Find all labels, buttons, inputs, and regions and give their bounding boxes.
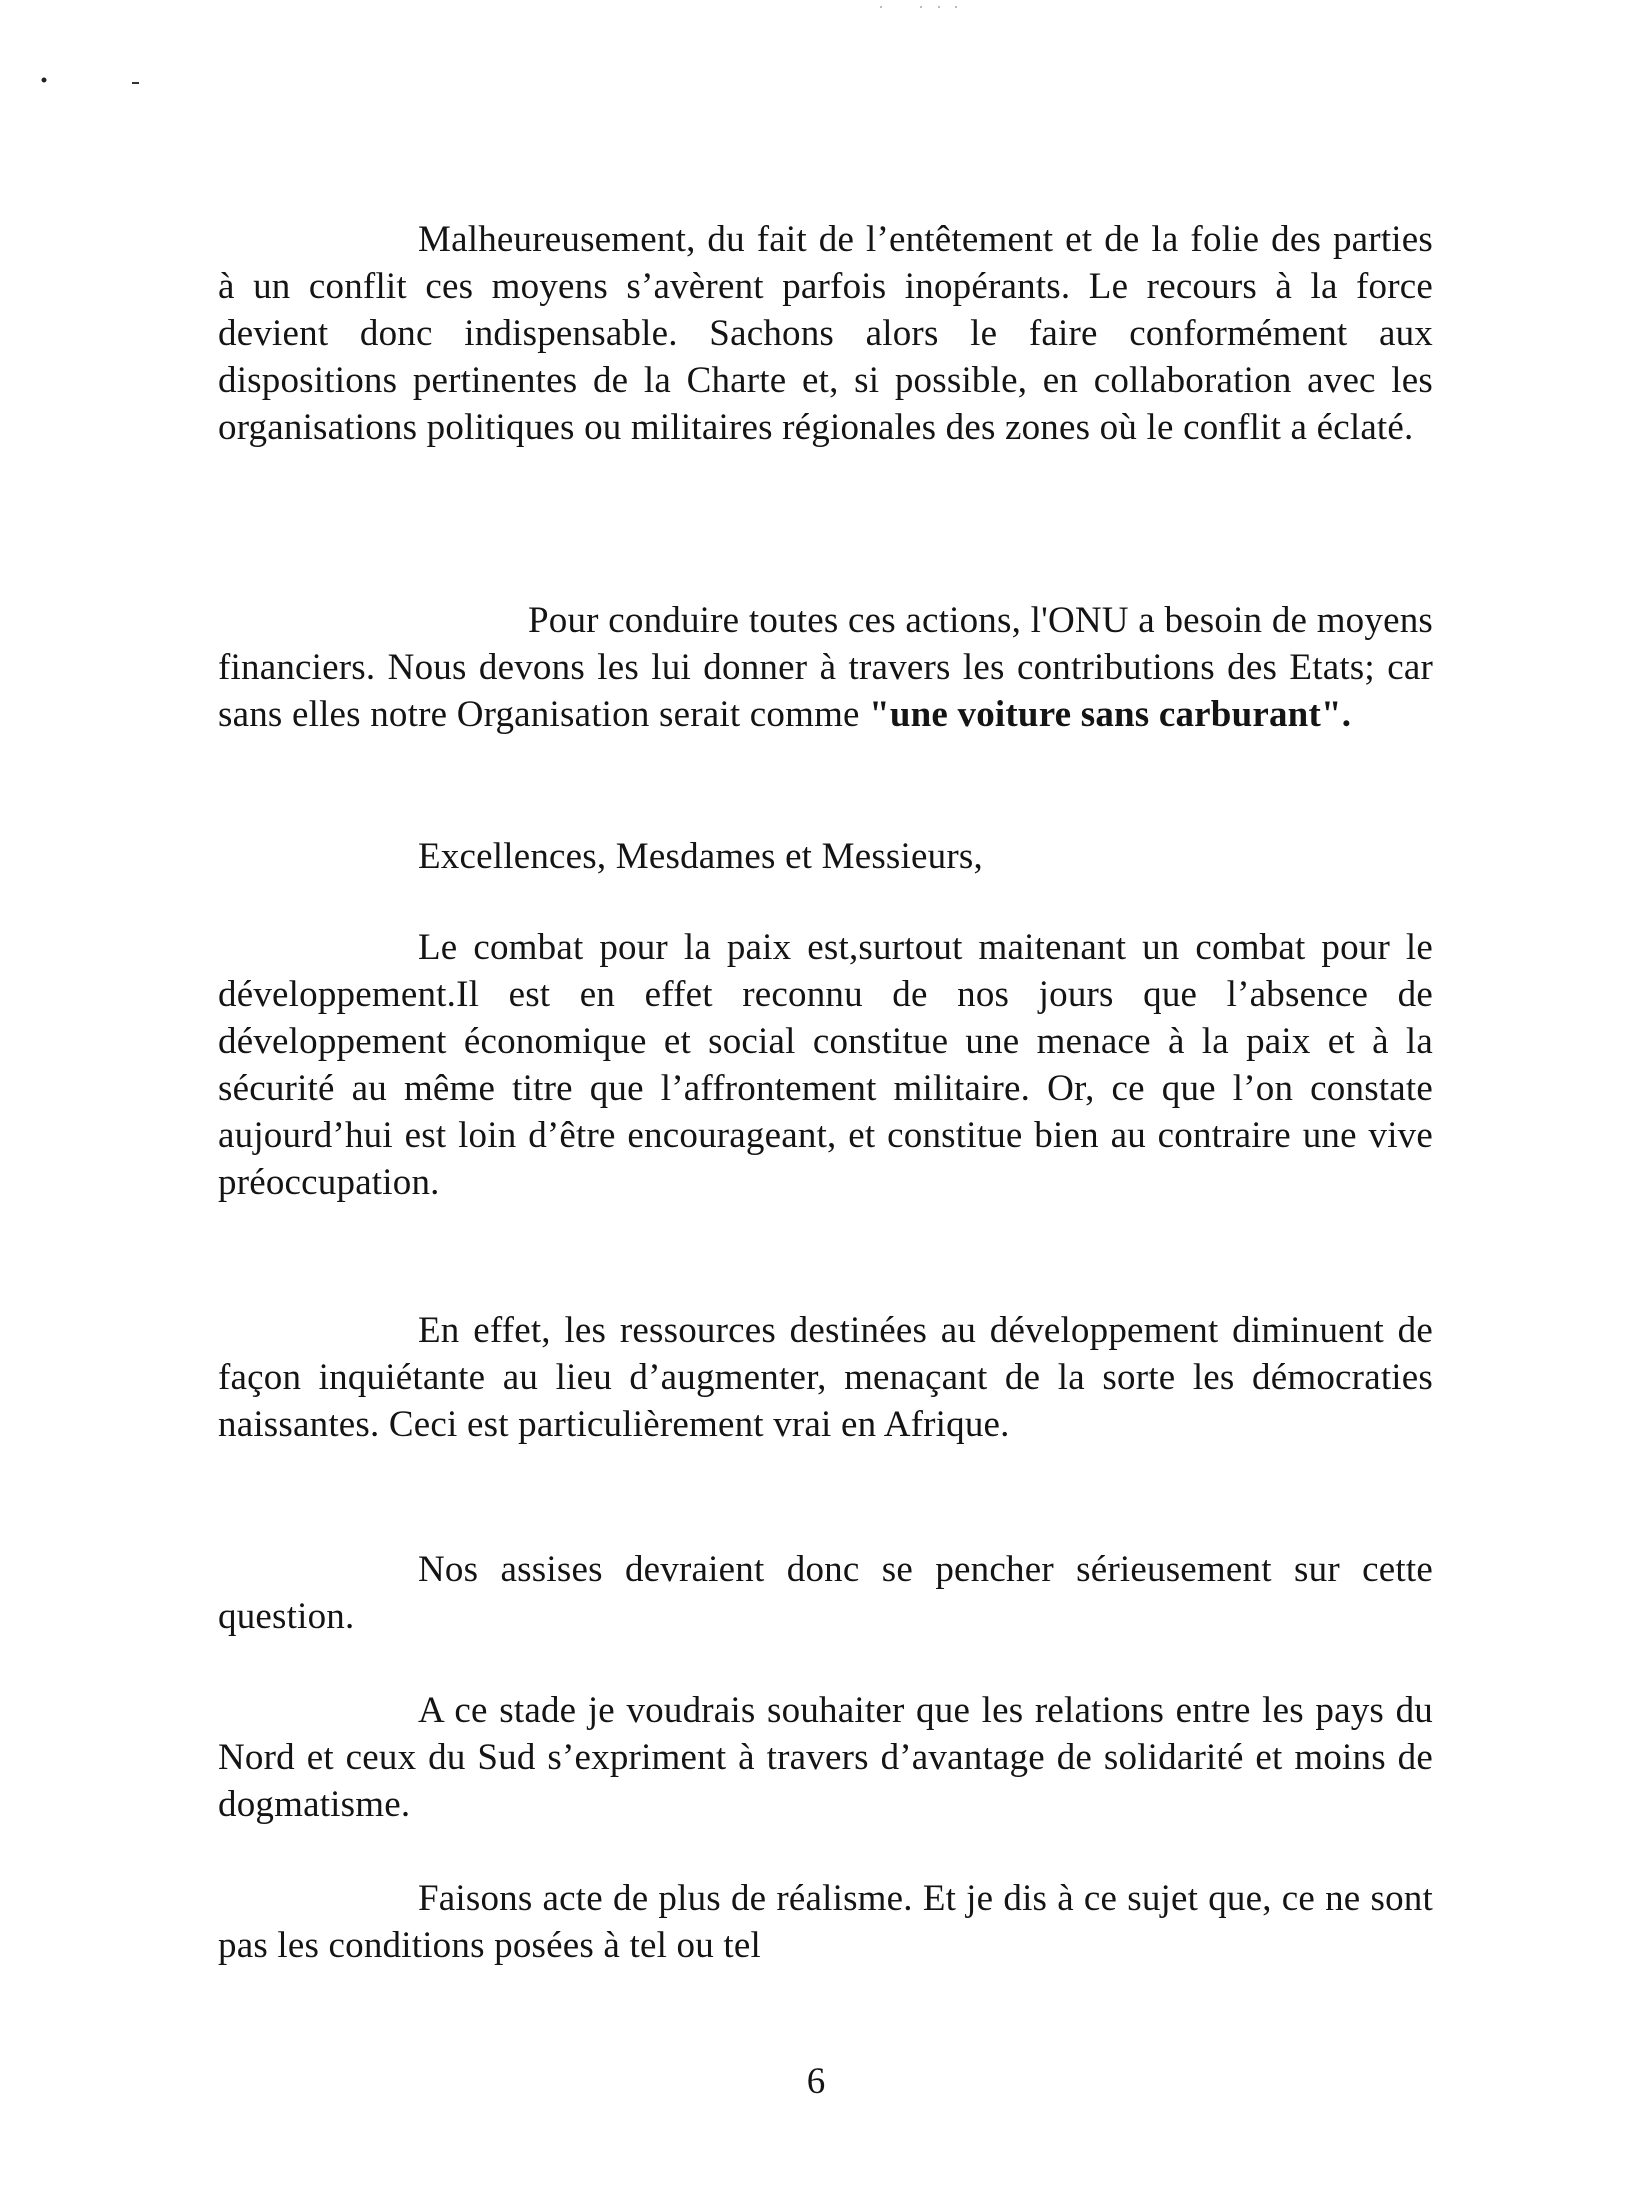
- paragraph-1: [218, 216, 1433, 451]
- paragraph-4-text: Le combat pour la paix est,surtout maitenant un combat pour le développement.Il est en effet reconnu de nos jours que l’absence de développement économique et social constitue une menace à la paix et à la sécurité au même titre que l’affrontement militaire. Or, ce que l’on constate aujourd’hui est loin d’être encourageant, et constitue bien au contraire une vive préoccupation.: [218, 927, 1433, 1203]
- paragraph-2-plain: Pour conduire toutes ces actions, l'ONU a besoin de moyens financiers. Nous devons les lui donner à travers les contributions des Etats; car sans elles notre Organisation serait comme: [218, 600, 1433, 735]
- paragraph-1-text: Malheureusement, du fait de l’entêtement et de la folie des parties à un conflit ces moyens s’avèrent parfois inopérants. Le recours à la force devient donc indispensable. Sachons alors le faire conformément aux dispositions pertinentes de la Charte et, si possible, en collaboration avec les organisations politiques ou militaires régionales des zones où le conflit a éclaté.: [218, 219, 1433, 448]
- paragraph-2-text: [218, 597, 1433, 738]
- paragraph-5: [218, 1307, 1433, 1448]
- salutation: [218, 833, 1433, 880]
- scan-speck: [920, 6, 922, 8]
- scan-speck: [42, 78, 47, 83]
- scan-speck: [132, 82, 139, 84]
- paragraph-2: [218, 597, 1433, 738]
- paragraph-5-text: En effet, les ressources destinées au développement diminuent de façon inquiétante au lieu d’augmenter, menaçant de la sorte les démocraties naissantes. Ceci est particulièrement vrai en Afrique.: [218, 1310, 1433, 1445]
- salutation-text: Excellences, Mesdames et Messieurs,: [418, 836, 983, 877]
- scan-speck: [938, 6, 940, 8]
- paragraph-2-bold-quote: "une voiture sans carburant".: [869, 694, 1352, 735]
- page-number: 6: [806, 2061, 826, 2102]
- scan-specks: [0, 0, 1632, 120]
- scan-speck: [955, 6, 957, 8]
- paragraph-7-text: A ce stade je voudrais souhaiter que les relations entre les pays du Nord et ceux du Sud s’expriment à travers d’avantage de solidarité et moins de dogmatisme.: [218, 1690, 1433, 1825]
- scan-speck: [880, 6, 882, 8]
- paragraph-7: [218, 1687, 1433, 1828]
- paragraph-6-text: Nos assises devraient donc se pencher sérieusement sur cette question.: [218, 1549, 1433, 1637]
- paragraph-6: [218, 1546, 1433, 1640]
- paragraph-8-text: Faisons acte de plus de réalisme. Et je dis à ce sujet que, ce ne sont pas les conditions posées à tel ou tel: [218, 1878, 1433, 1966]
- paragraph-4: [218, 924, 1433, 1206]
- paragraph-8: [218, 1875, 1433, 1969]
